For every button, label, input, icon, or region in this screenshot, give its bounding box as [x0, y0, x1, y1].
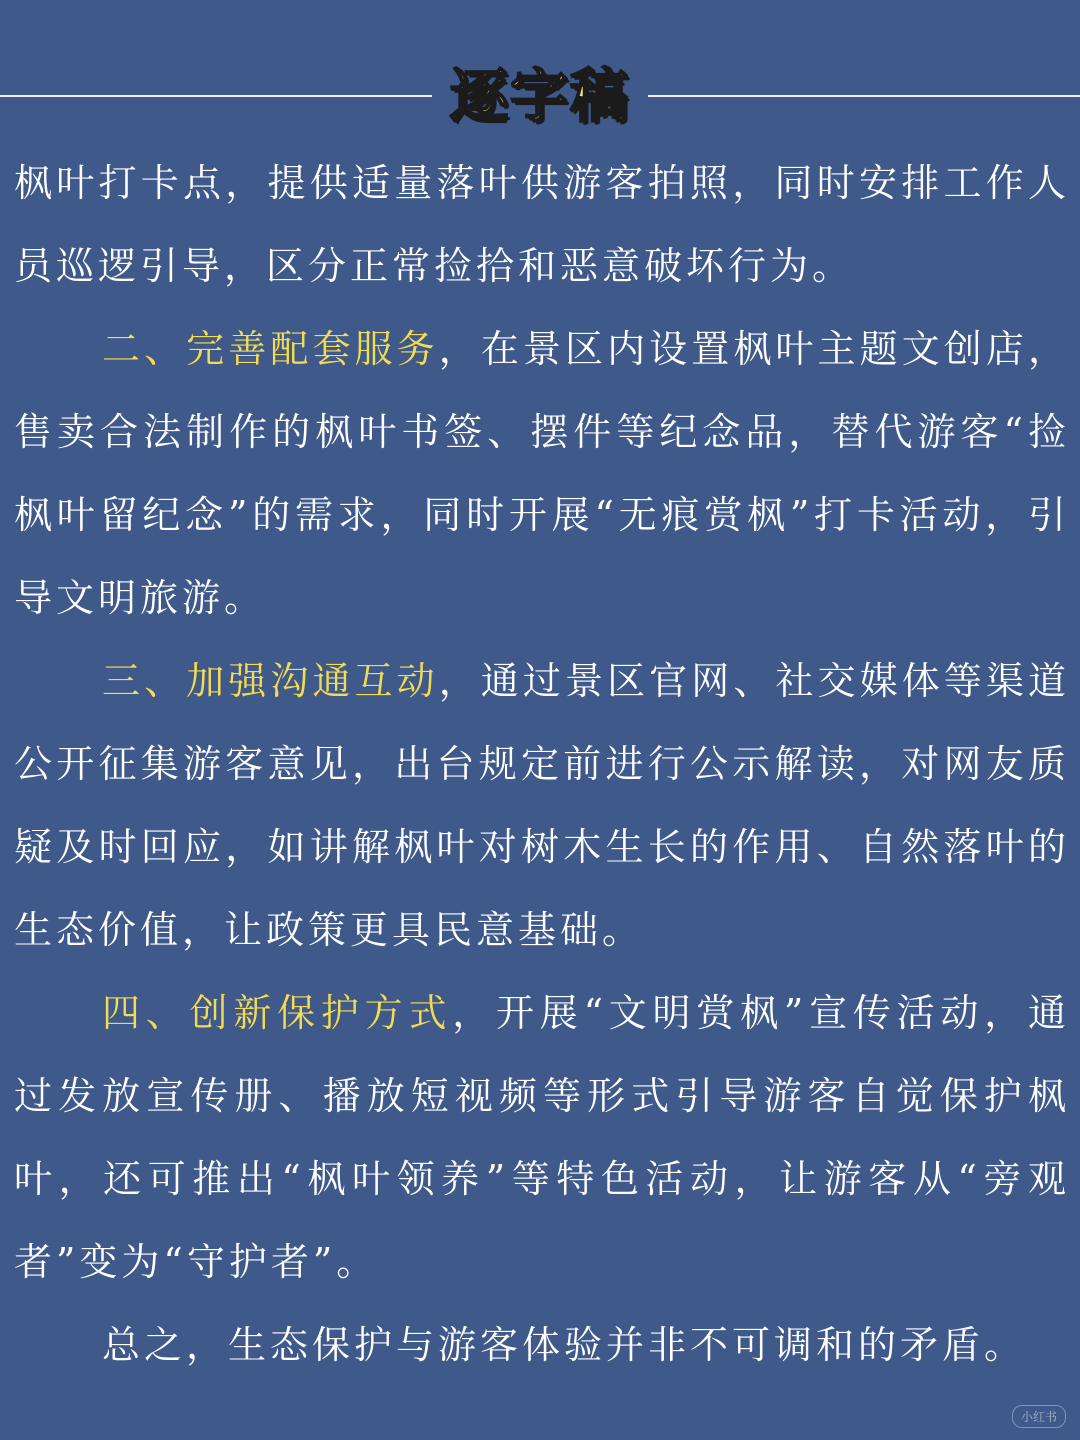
paragraph-service-text: ，在景区内设置枫叶主题文创店，售卖合法制作的枫叶书签、摆件等纪念品，替代游客“捡枫叶留纪念”的需求，同时开展“无痕赏枫”打卡活动，引导文明旅游。 — [14, 327, 1070, 620]
header — [0, 58, 1080, 134]
header-rule-right — [648, 95, 1080, 97]
article-body — [14, 142, 1070, 1387]
watermark-logo: 小红书 — [1012, 1405, 1066, 1428]
paragraph-communication-text: ，通过景区官网、社交媒体等渠道公开征集游客意见，出台规定前进行公示解读，对网友质疑及时回应，如讲解枫叶对树木生长的作用、自然落叶的生态价值，让政策更具民意基础。 — [14, 659, 1070, 952]
paragraph-protection — [14, 972, 1070, 1304]
section-heading-communication: 三、加强沟通互动 — [102, 659, 439, 703]
section-heading-service: 二、完善配套服务 — [102, 327, 439, 371]
paragraph-intro: 枫叶打卡点，提供适量落叶供游客拍照，同时安排工作人员巡逻引导，区分正常捡拾和恶意破坏行为。 — [14, 161, 1070, 288]
page-title: 逐字稿 — [449, 62, 630, 130]
header-rule-left — [0, 95, 432, 97]
paragraph-conclusion: 总之，生态保护与游客体验并非不可调和的矛盾。 — [102, 1323, 1027, 1367]
section-heading-protection: 四、创新保护方式 — [102, 991, 453, 1035]
paragraph-service — [14, 308, 1070, 640]
paragraph-communication — [14, 640, 1070, 972]
paragraph-protection-text: ，开展“文明赏枫”宣传活动，通过发放宣传册、播放短视频等形式引导游客自觉保护枫叶，还可推出“枫叶领养”等特色活动，让游客从“旁观者”变为“守护者”。 — [14, 991, 1070, 1284]
